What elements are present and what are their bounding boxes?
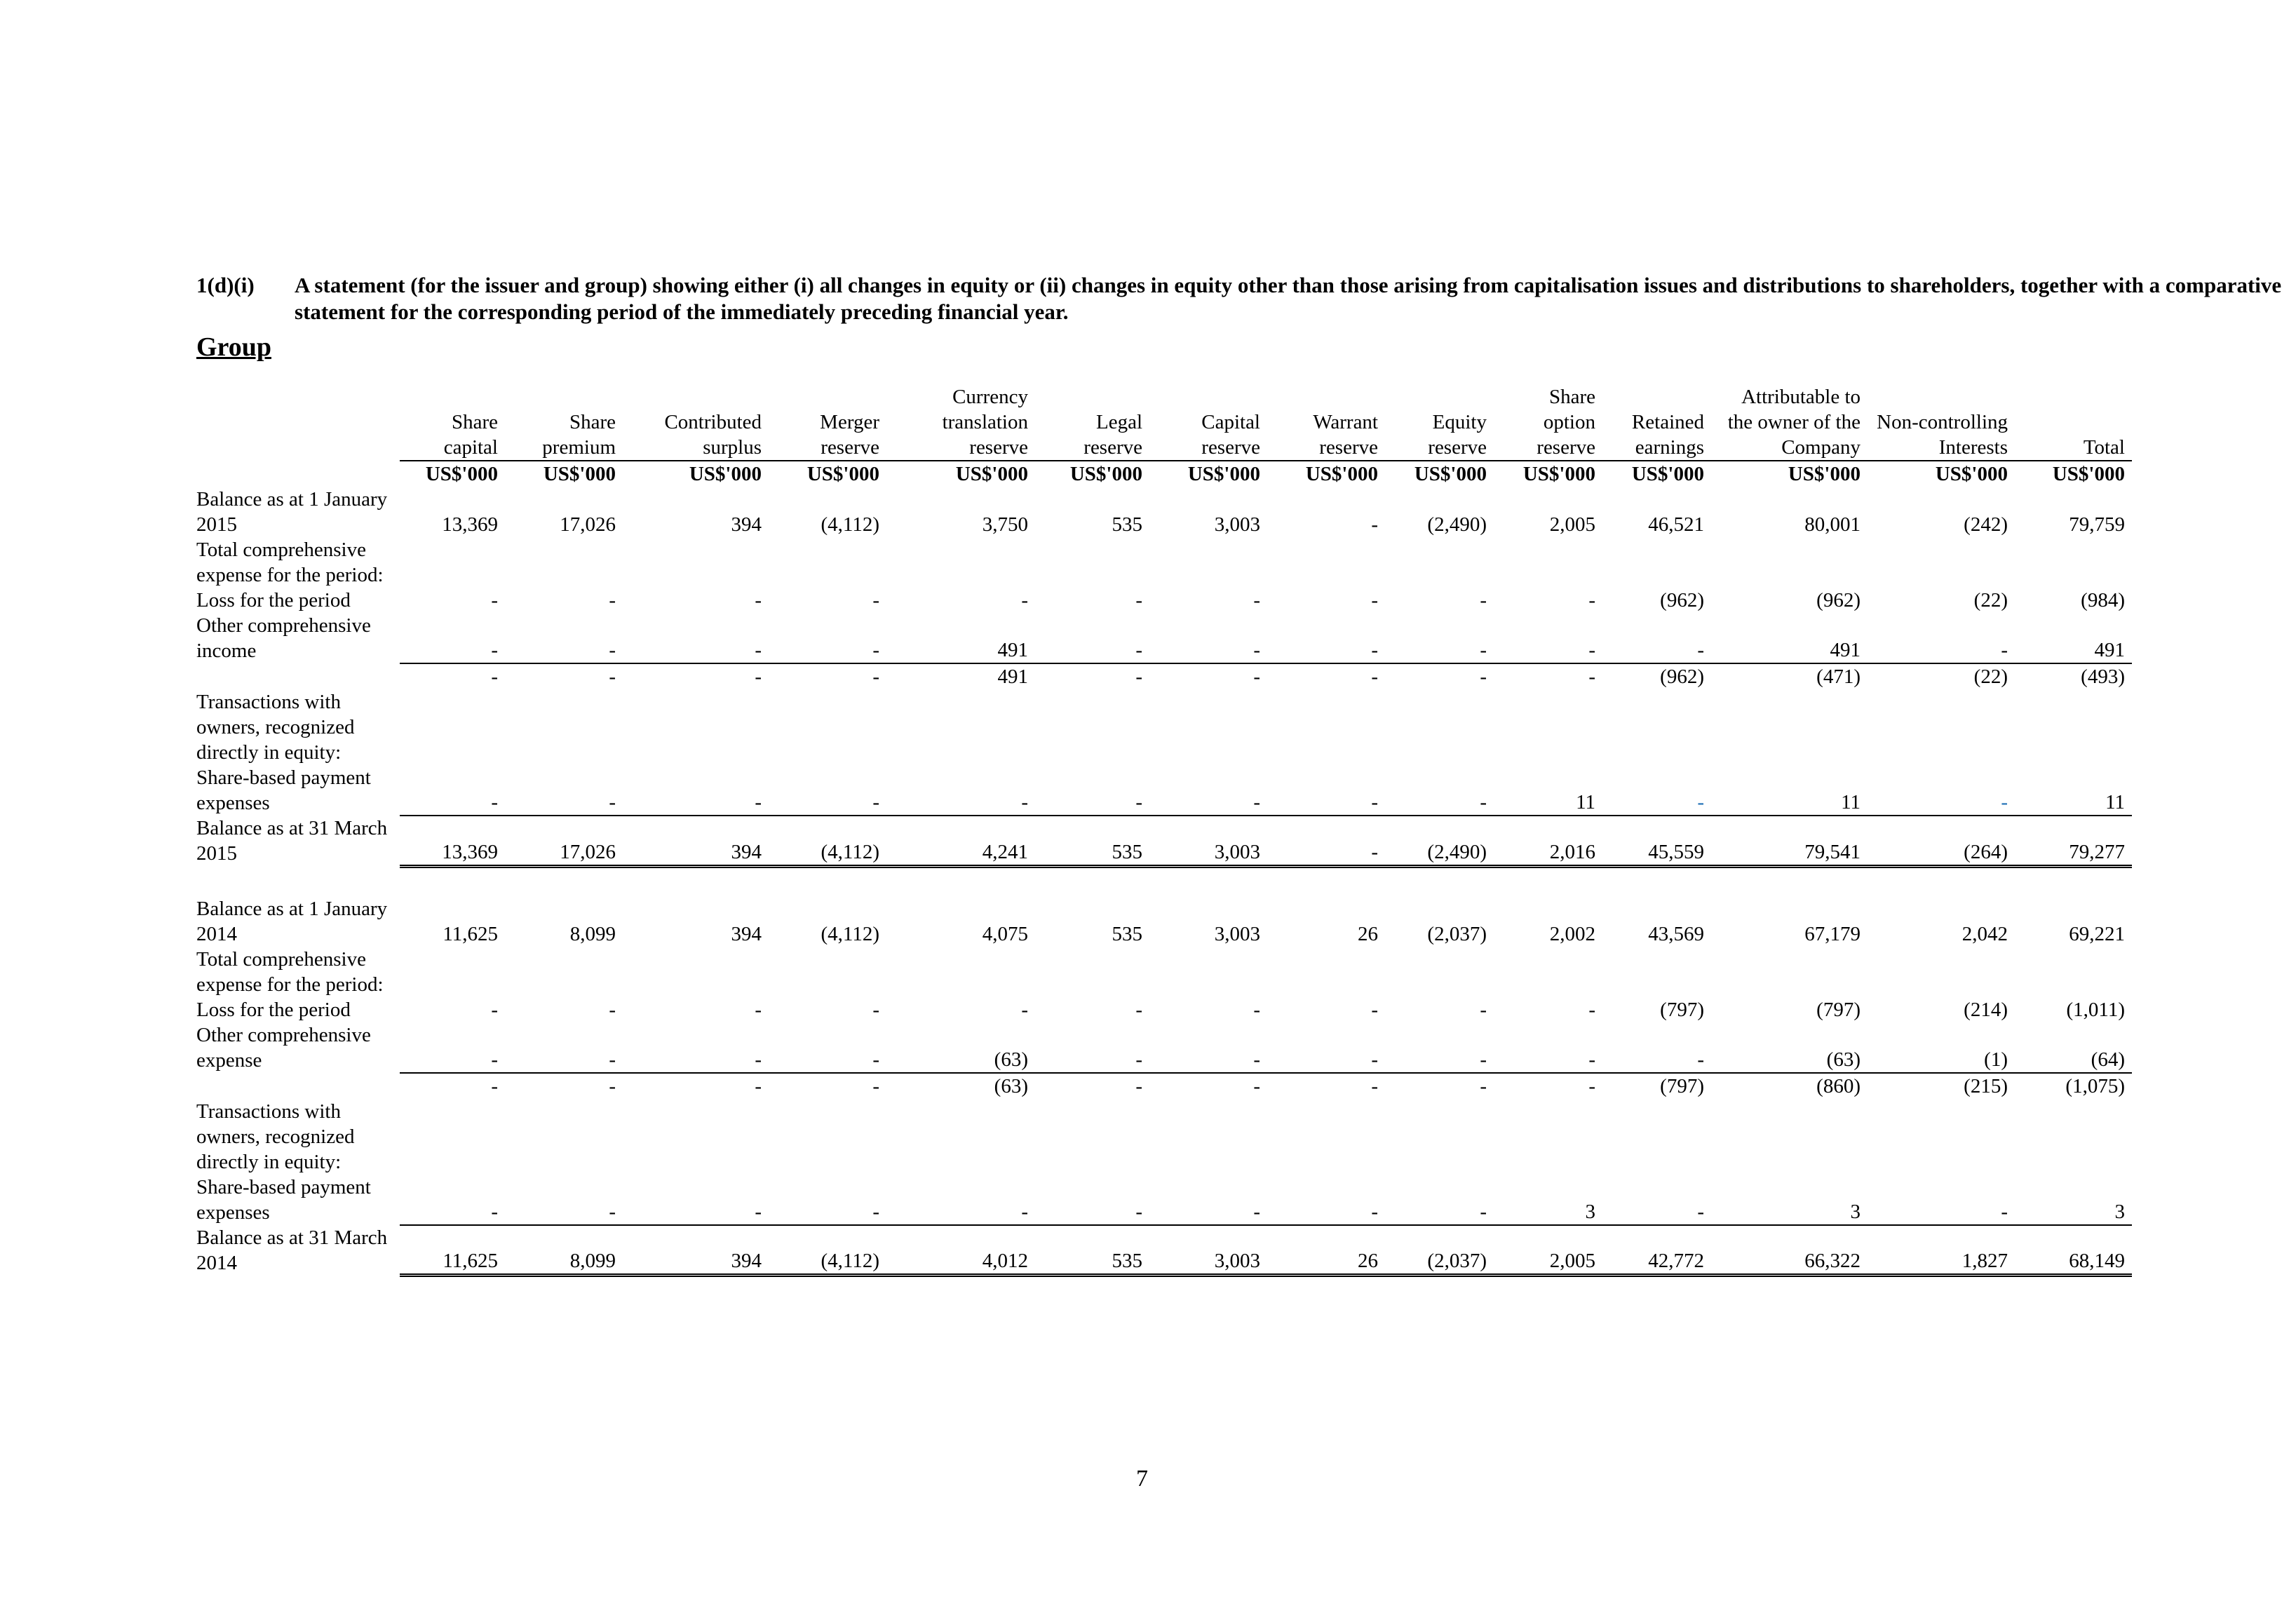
table-cell: - bbox=[609, 589, 616, 611]
table-cell bbox=[2015, 689, 2132, 765]
table-cell: 67,179 bbox=[1804, 922, 1861, 945]
table-cell bbox=[400, 689, 505, 765]
table-row bbox=[196, 947, 2132, 997]
table-cell: (214) bbox=[1964, 998, 2008, 1021]
table-cell bbox=[505, 689, 623, 765]
table-cell: (860) bbox=[1711, 1073, 1868, 1099]
row-label: Other comprehensive income bbox=[196, 614, 371, 662]
row-label: Total comprehensive expense for the period: bbox=[196, 539, 384, 586]
table-cell: 11 bbox=[1841, 791, 1861, 813]
table-cell: 4,075 bbox=[982, 922, 1028, 945]
spacer-cell bbox=[196, 866, 2132, 896]
table-row bbox=[196, 1022, 2132, 1073]
table-cell: - bbox=[755, 998, 762, 1021]
table-cell: 2,002 bbox=[1549, 922, 1595, 945]
table-cell: (22) bbox=[1868, 663, 2015, 689]
table-cell: - bbox=[1588, 998, 1595, 1021]
table-cell: - bbox=[1021, 998, 1028, 1021]
table-cell: - bbox=[1371, 1200, 1378, 1223]
table-cell: - bbox=[505, 663, 623, 689]
table-cell: (215) bbox=[1868, 1073, 2015, 1099]
table-cell: 3,003 bbox=[1149, 816, 1267, 866]
table-cell bbox=[2015, 947, 2132, 997]
table-cell: - bbox=[2001, 1200, 2008, 1223]
table-cell: - bbox=[1697, 1048, 1704, 1071]
table-cell: - bbox=[1480, 639, 1487, 661]
unit-label: US$'000 bbox=[1711, 461, 1868, 487]
section-spacer bbox=[196, 866, 2132, 896]
table-cell bbox=[1267, 689, 1385, 765]
table-cell: - bbox=[1149, 663, 1267, 689]
table-cell: 66,322 bbox=[1711, 1225, 1868, 1276]
row-label: Balance as at 31 March 2014 bbox=[196, 1226, 388, 1274]
table-cell bbox=[1868, 1099, 2015, 1175]
table-row bbox=[196, 613, 2132, 663]
table-cell: - bbox=[1480, 1048, 1487, 1071]
table-cell bbox=[1035, 1099, 1149, 1175]
table-cell: (984) bbox=[2081, 589, 2125, 611]
table-cell: 491 bbox=[886, 663, 1035, 689]
table-cell: - bbox=[1494, 663, 1602, 689]
table-cell: 13,369 bbox=[442, 513, 498, 536]
column-header: Currency translation reserve bbox=[942, 386, 1028, 459]
table-cell bbox=[400, 947, 505, 997]
unit-label: US$'000 bbox=[886, 461, 1035, 487]
table-cell: 491 bbox=[2094, 639, 2125, 661]
row-label: Transactions with owners, recognized directly in equity: bbox=[196, 1100, 355, 1173]
column-header: Attributable to the owner of the Company bbox=[1727, 386, 1861, 459]
table-cell: 3,750 bbox=[982, 513, 1028, 536]
table-cell: - bbox=[1021, 1200, 1028, 1223]
table-cell: - bbox=[400, 663, 505, 689]
table-cell: (63) bbox=[886, 1073, 1035, 1099]
unit-label: US$'000 bbox=[505, 461, 623, 487]
unit-label: US$'000 bbox=[623, 461, 769, 487]
row-label: Balance as at 1 January 2014 bbox=[196, 897, 388, 945]
table-cell bbox=[1267, 1099, 1385, 1175]
table-cell: - bbox=[623, 1073, 769, 1099]
table-cell: - bbox=[1135, 791, 1142, 813]
table-row bbox=[196, 896, 2132, 947]
table-cell bbox=[769, 947, 886, 997]
table-cell: - bbox=[1253, 1048, 1260, 1071]
table-cell: 3 bbox=[1850, 1200, 1861, 1223]
table-cell: - bbox=[1371, 639, 1378, 661]
table-cell: 11,625 bbox=[443, 922, 498, 945]
table-cell: - bbox=[755, 791, 762, 813]
row-label: Balance as at 1 January 2015 bbox=[196, 488, 388, 536]
table-cell bbox=[2015, 1099, 2132, 1175]
column-header: Warrant reserve bbox=[1313, 411, 1378, 459]
table-cell: 394 bbox=[623, 1225, 769, 1276]
table-cell: 68,149 bbox=[2015, 1225, 2132, 1276]
table-cell: 26 bbox=[1358, 922, 1378, 945]
table-cell: 1,827 bbox=[1868, 1225, 2015, 1276]
section-text: A statement (for the issuer and group) showing either (i) all changes in equity or (ii) changes in equity other than those arising from capitalisation issues and distributions to shareholders, together with a comparative statement for the corresponding period of the immediately preceding financial year. bbox=[295, 273, 2282, 324]
table-cell: - bbox=[1135, 998, 1142, 1021]
table-cell: 13,369 bbox=[400, 816, 505, 866]
table-cell bbox=[1602, 689, 1711, 765]
table-cell: - bbox=[1149, 1073, 1267, 1099]
row-label: Total comprehensive expense for the period: bbox=[196, 947, 384, 996]
table-cell bbox=[505, 1099, 623, 1175]
table-cell: - bbox=[1035, 1073, 1149, 1099]
table-cell: - bbox=[755, 1200, 762, 1223]
unit-label: US$'000 bbox=[1149, 461, 1267, 487]
table-row bbox=[196, 689, 2132, 765]
table-cell: 394 bbox=[731, 513, 762, 536]
table-cell: (64) bbox=[2091, 1048, 2125, 1071]
table-cell: - bbox=[1035, 663, 1149, 689]
table-cell: - bbox=[2001, 639, 2008, 661]
table-cell: 8,099 bbox=[569, 922, 616, 945]
table-cell: 79,277 bbox=[2015, 816, 2132, 866]
table-cell: (1,011) bbox=[2066, 998, 2125, 1021]
table-cell: 11 bbox=[1576, 791, 1595, 813]
table-cell bbox=[1711, 537, 1868, 588]
column-header: Capital reserve bbox=[1201, 411, 1260, 459]
table-cell bbox=[1711, 689, 1868, 765]
table-cell: 3 bbox=[2114, 1200, 2125, 1223]
row-label bbox=[196, 663, 400, 689]
column-header: Equity reserve bbox=[1428, 411, 1487, 459]
table-cell: (962) bbox=[1816, 589, 1861, 611]
table-cell: 17,026 bbox=[505, 816, 623, 866]
table-cell bbox=[400, 1099, 505, 1175]
table-cell bbox=[1149, 689, 1267, 765]
table-cell bbox=[1035, 537, 1149, 588]
table-cell: 535 bbox=[1112, 922, 1142, 945]
table-cell: - bbox=[491, 1200, 498, 1223]
table-row bbox=[196, 487, 2132, 537]
table-cell bbox=[1868, 689, 2015, 765]
table-cell: (2,490) bbox=[1385, 816, 1494, 866]
unit-label: US$'000 bbox=[1385, 461, 1494, 487]
table-cell: - bbox=[1253, 589, 1260, 611]
row-label bbox=[196, 1073, 400, 1099]
table-cell: - bbox=[1267, 816, 1385, 866]
table-row bbox=[196, 588, 2132, 613]
table-cell: 535 bbox=[1112, 513, 1142, 536]
table-cell bbox=[886, 947, 1035, 997]
table-cell: - bbox=[609, 791, 616, 813]
table-cell bbox=[623, 537, 769, 588]
table-cell: (1,075) bbox=[2015, 1073, 2132, 1099]
table-cell: - bbox=[769, 1073, 886, 1099]
group-title: Group bbox=[196, 332, 272, 362]
table-cell: 80,001 bbox=[1804, 513, 1861, 536]
table-cell: (242) bbox=[1964, 513, 2008, 536]
column-header: Contributed surplus bbox=[664, 411, 762, 459]
table-cell bbox=[1035, 689, 1149, 765]
table-cell: - bbox=[1135, 639, 1142, 661]
table-cell: 4,012 bbox=[886, 1225, 1035, 1276]
column-header: Share premium bbox=[542, 411, 616, 459]
table-cell: (22) bbox=[1973, 589, 2008, 611]
table-cell: - bbox=[1480, 589, 1487, 611]
table-row bbox=[196, 816, 2132, 866]
table-cell: - bbox=[1697, 639, 1704, 661]
column-header: Legal reserve bbox=[1083, 411, 1142, 459]
table-cell: - bbox=[1371, 589, 1378, 611]
table-cell bbox=[1711, 1099, 1868, 1175]
table-cell: 8,099 bbox=[505, 1225, 623, 1276]
unit-label-blank bbox=[196, 461, 400, 487]
table-cell: - bbox=[1480, 1200, 1487, 1223]
table-cell bbox=[769, 1099, 886, 1175]
unit-label: US$'000 bbox=[400, 461, 505, 487]
table-cell bbox=[1494, 689, 1602, 765]
table-cell: - bbox=[1253, 998, 1260, 1021]
table-cell: - bbox=[1371, 513, 1378, 536]
table-cell: - bbox=[1385, 663, 1494, 689]
row-label-header bbox=[196, 384, 400, 461]
table-cell bbox=[1385, 689, 1494, 765]
table-cell bbox=[769, 537, 886, 588]
table-cell: (63) bbox=[1826, 1048, 1861, 1071]
table-cell: 79,759 bbox=[2069, 513, 2125, 536]
table-cell: - bbox=[491, 791, 498, 813]
table-cell: - bbox=[609, 639, 616, 661]
table-cell bbox=[623, 689, 769, 765]
table-cell: (4,112) bbox=[769, 1225, 886, 1276]
column-header: Retained earnings bbox=[1631, 411, 1704, 459]
table-cell bbox=[1868, 947, 2015, 997]
table-row bbox=[196, 997, 2132, 1022]
table-cell bbox=[623, 947, 769, 997]
table-cell: - bbox=[872, 998, 879, 1021]
row-label: Other comprehensive expense bbox=[196, 1023, 371, 1072]
table-cell: - bbox=[609, 1048, 616, 1071]
table-cell: - bbox=[872, 791, 879, 813]
table-cell: 491 bbox=[1830, 639, 1861, 661]
table-cell: 11,625 bbox=[400, 1225, 505, 1276]
table-cell: 3,003 bbox=[1214, 513, 1260, 536]
table-cell bbox=[886, 537, 1035, 588]
table-cell: 45,559 bbox=[1602, 816, 1711, 866]
table-cell: (63) bbox=[994, 1048, 1028, 1071]
page-number: 7 bbox=[1136, 1466, 1148, 1492]
table-cell: (2,490) bbox=[1427, 513, 1487, 536]
table-cell bbox=[1267, 947, 1385, 997]
table-cell: (2,037) bbox=[1427, 922, 1487, 945]
table-cell: - bbox=[769, 663, 886, 689]
table-cell bbox=[1149, 1099, 1267, 1175]
table-cell: - bbox=[1480, 998, 1487, 1021]
unit-label: US$'000 bbox=[1602, 461, 1711, 487]
table-cell: - bbox=[872, 1200, 879, 1223]
table-cell bbox=[1602, 1099, 1711, 1175]
table-cell: 42,772 bbox=[1602, 1225, 1711, 1276]
table-cell: - bbox=[1021, 589, 1028, 611]
table-cell: 11 bbox=[2105, 791, 2125, 813]
table-row bbox=[196, 1175, 2132, 1225]
table-body bbox=[196, 487, 2132, 1276]
table-cell: - bbox=[1588, 639, 1595, 661]
table-cell: - bbox=[623, 663, 769, 689]
section-number: 1(d)(i) bbox=[196, 273, 255, 297]
table-cell bbox=[886, 689, 1035, 765]
table-cell bbox=[1267, 537, 1385, 588]
column-header-row bbox=[196, 384, 2132, 461]
table-cell: - bbox=[491, 639, 498, 661]
table-cell bbox=[1711, 947, 1868, 997]
unit-label: US$'000 bbox=[1267, 461, 1385, 487]
table-cell bbox=[1868, 537, 2015, 588]
column-header: Total bbox=[2083, 436, 2125, 459]
table-cell bbox=[505, 537, 623, 588]
table-row bbox=[196, 1073, 2132, 1099]
table-cell bbox=[1149, 947, 1267, 997]
unit-label: US$'000 bbox=[1868, 461, 2015, 487]
unit-label: US$'000 bbox=[1035, 461, 1149, 487]
table-cell: - bbox=[872, 639, 879, 661]
table-cell: - bbox=[1135, 1048, 1142, 1071]
table-cell: - bbox=[1588, 1048, 1595, 1071]
table-cell: 2,005 bbox=[1549, 513, 1595, 536]
table-cell bbox=[769, 689, 886, 765]
table-cell: - bbox=[491, 998, 498, 1021]
table-cell: - bbox=[1267, 1073, 1385, 1099]
table-cell bbox=[886, 1099, 1035, 1175]
unit-row bbox=[196, 461, 2132, 487]
table-cell: 26 bbox=[1267, 1225, 1385, 1276]
table-cell: (1) bbox=[1984, 1048, 2008, 1071]
table-cell: 46,521 bbox=[1648, 513, 1704, 536]
table-cell: 17,026 bbox=[560, 513, 616, 536]
column-header: Merger reserve bbox=[820, 411, 879, 459]
table-cell bbox=[1602, 537, 1711, 588]
column-header: Share option reserve bbox=[1537, 386, 1595, 459]
row-label: Balance as at 31 March 2015 bbox=[196, 817, 388, 865]
table-cell: - bbox=[1371, 791, 1378, 813]
table-cell: - bbox=[1480, 791, 1487, 813]
table-cell: - bbox=[491, 1048, 498, 1071]
unit-label: US$'000 bbox=[769, 461, 886, 487]
table-cell: - bbox=[491, 589, 498, 611]
table-cell bbox=[1385, 947, 1494, 997]
row-label: Loss for the period bbox=[196, 589, 351, 611]
table-cell: 2,016 bbox=[1494, 816, 1602, 866]
table-cell bbox=[623, 1099, 769, 1175]
table-cell: - bbox=[872, 589, 879, 611]
table-cell: - bbox=[2001, 791, 2008, 813]
table-cell: - bbox=[505, 1073, 623, 1099]
table-cell: - bbox=[400, 1073, 505, 1099]
table-cell: 491 bbox=[997, 639, 1028, 661]
table-cell bbox=[1385, 537, 1494, 588]
table-cell: - bbox=[1385, 1073, 1494, 1099]
column-header: Non-controlling Interests bbox=[1877, 411, 2008, 459]
table-cell: (4,112) bbox=[821, 922, 879, 945]
row-label: Transactions with owners, recognized directly in equity: bbox=[196, 691, 355, 764]
table-cell bbox=[2015, 537, 2132, 588]
table-cell: 2,042 bbox=[1961, 922, 2008, 945]
table-cell: - bbox=[755, 639, 762, 661]
table-cell: (4,112) bbox=[769, 816, 886, 866]
table-cell: - bbox=[1021, 791, 1028, 813]
table-cell: - bbox=[755, 1048, 762, 1071]
row-label: Share-based payment expenses bbox=[196, 766, 371, 814]
table-cell bbox=[1602, 947, 1711, 997]
row-label: Share-based payment expenses bbox=[196, 1175, 371, 1224]
unit-label: US$'000 bbox=[2015, 461, 2132, 487]
table-cell bbox=[1494, 537, 1602, 588]
table-cell bbox=[1035, 947, 1149, 997]
table-cell: - bbox=[1135, 589, 1142, 611]
table-cell: (797) bbox=[1660, 998, 1704, 1021]
table-cell: 535 bbox=[1035, 816, 1149, 866]
table-cell: - bbox=[1253, 791, 1260, 813]
table-row bbox=[196, 1099, 2132, 1175]
table-cell: - bbox=[609, 998, 616, 1021]
table-cell: - bbox=[1135, 1200, 1142, 1223]
table-cell: (797) bbox=[1602, 1073, 1711, 1099]
table-cell: - bbox=[1697, 1200, 1704, 1223]
table-row bbox=[196, 765, 2132, 816]
table-cell: - bbox=[755, 589, 762, 611]
table-cell: - bbox=[609, 1200, 616, 1223]
table-cell bbox=[1494, 947, 1602, 997]
table-cell: 43,569 bbox=[1648, 922, 1704, 945]
row-label: Loss for the period bbox=[196, 998, 351, 1021]
table-cell: (4,112) bbox=[821, 513, 879, 536]
table-cell: (962) bbox=[1602, 663, 1711, 689]
table-cell: 394 bbox=[623, 816, 769, 866]
table-cell bbox=[505, 947, 623, 997]
table-cell: - bbox=[1494, 1073, 1602, 1099]
table-cell: - bbox=[1697, 791, 1704, 813]
table-cell: 2,005 bbox=[1494, 1225, 1602, 1276]
table-row bbox=[196, 663, 2132, 689]
table-cell: (471) bbox=[1711, 663, 1868, 689]
table-cell: 394 bbox=[731, 922, 762, 945]
table-cell: - bbox=[1371, 1048, 1378, 1071]
table-cell bbox=[400, 537, 505, 588]
table-cell bbox=[1494, 1099, 1602, 1175]
table-cell: (264) bbox=[1868, 816, 2015, 866]
table-cell: (962) bbox=[1660, 589, 1704, 611]
table-cell: 535 bbox=[1035, 1225, 1149, 1276]
table-cell: - bbox=[1588, 589, 1595, 611]
table-cell: 3,003 bbox=[1149, 1225, 1267, 1276]
table-cell: - bbox=[1371, 998, 1378, 1021]
table-cell bbox=[1149, 537, 1267, 588]
table-cell bbox=[1385, 1099, 1494, 1175]
equity-table bbox=[196, 384, 2132, 1277]
table-cell: (797) bbox=[1816, 998, 1861, 1021]
table-cell: - bbox=[1253, 1200, 1260, 1223]
table-cell: - bbox=[1253, 639, 1260, 661]
table-cell: - bbox=[872, 1048, 879, 1071]
table-row bbox=[196, 1225, 2132, 1276]
table-cell: - bbox=[1267, 663, 1385, 689]
table-cell: (493) bbox=[2015, 663, 2132, 689]
table-cell: 79,541 bbox=[1711, 816, 1868, 866]
unit-label: US$'000 bbox=[1494, 461, 1602, 487]
table-cell: 3 bbox=[1585, 1200, 1595, 1223]
table-cell: (2,037) bbox=[1385, 1225, 1494, 1276]
table-cell: 4,241 bbox=[886, 816, 1035, 866]
table-cell: 3,003 bbox=[1214, 922, 1260, 945]
table-row bbox=[196, 537, 2132, 588]
table-cell: 69,221 bbox=[2069, 922, 2125, 945]
column-header: Share capital bbox=[443, 411, 498, 459]
